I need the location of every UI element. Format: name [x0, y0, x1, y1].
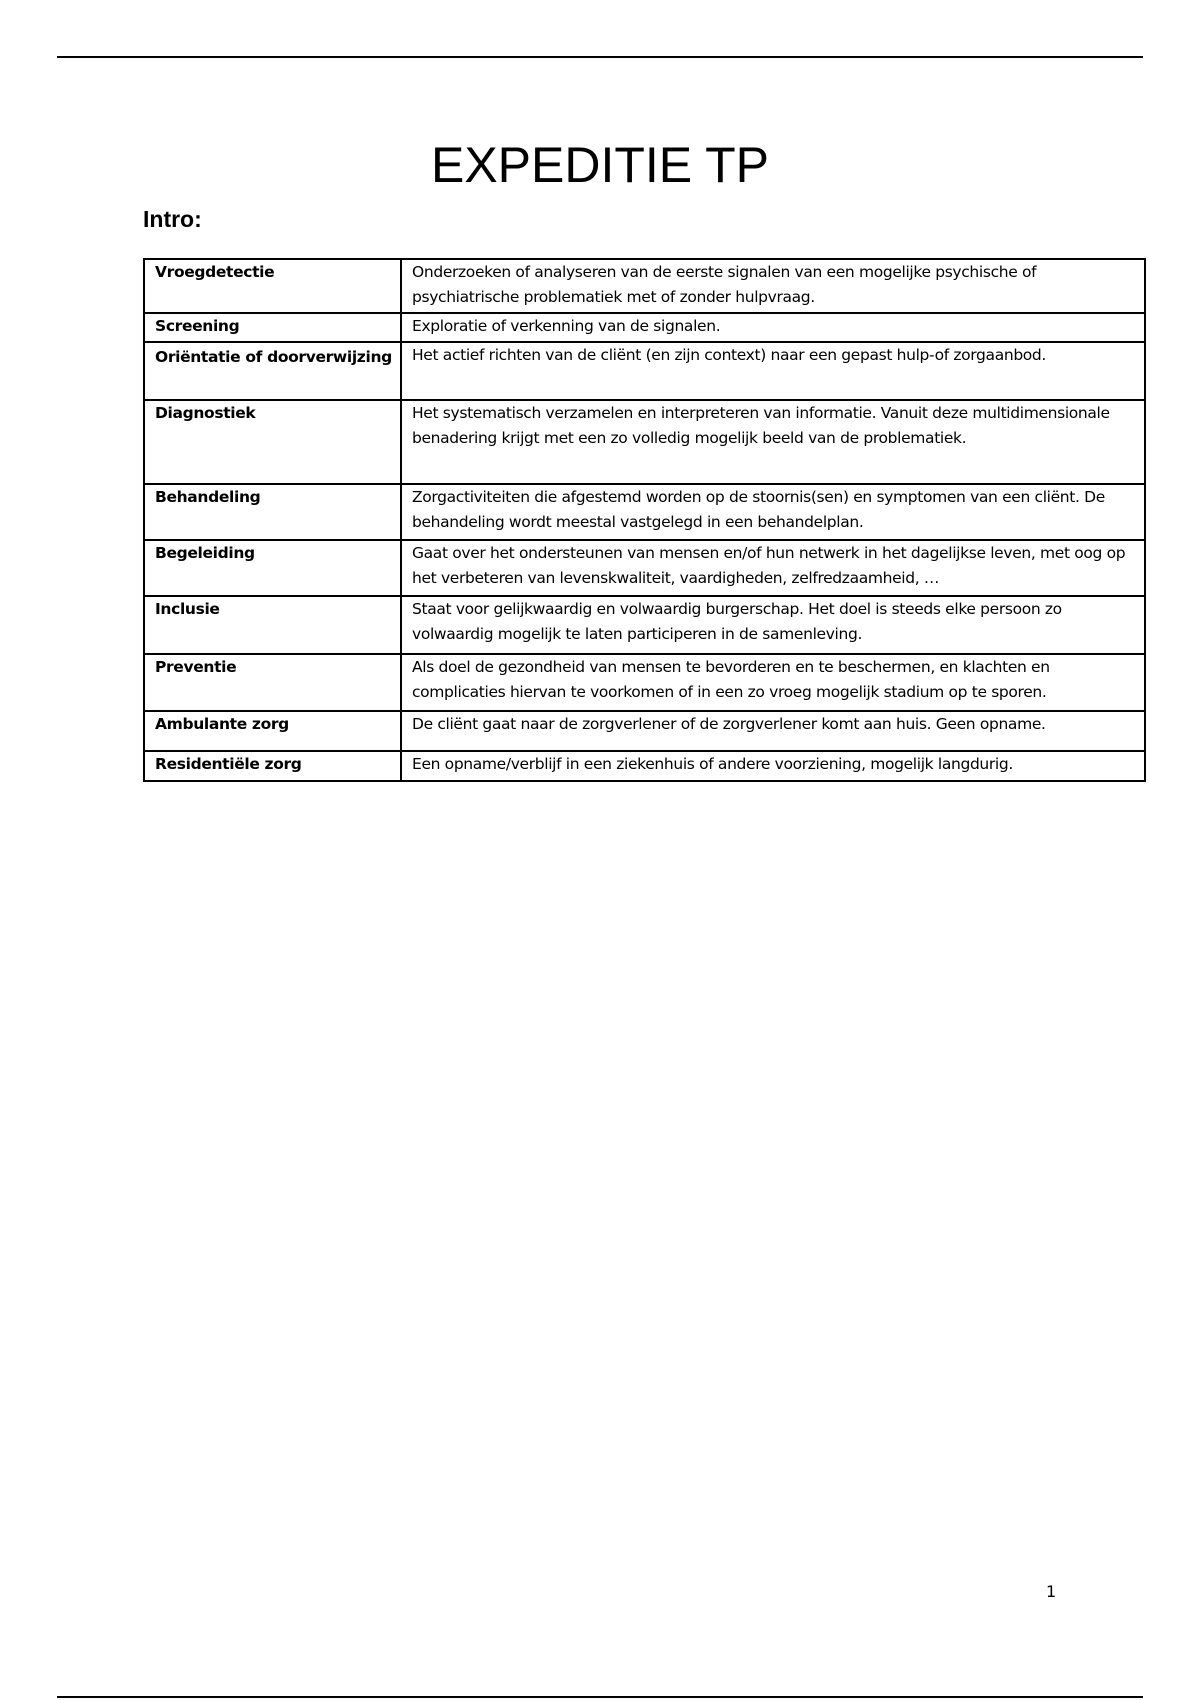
- term-cell: Preventie: [144, 654, 401, 711]
- table-row: [144, 259, 1145, 313]
- table-row: [144, 400, 1145, 484]
- definition-cell: Het systematisch verzamelen en interpreteren van informatie. Vanuit deze multidimensionale benadering krijgt met een zo volledig mogelijk beeld van de problematiek.: [401, 400, 1145, 484]
- term-cell: Begeleiding: [144, 540, 401, 596]
- definition-cell: Het actief richten van de cliënt (en zijn context) naar een gepast hulp-of zorgaanbod.: [401, 342, 1145, 400]
- definition-cell: Een opname/verblijf in een ziekenhuis of andere voorziening, mogelijk langdurig.: [401, 751, 1145, 781]
- table-row: [144, 596, 1145, 654]
- term-cell: Vroegdetectie: [144, 259, 401, 313]
- definition-cell: De cliënt gaat naar de zorgverlener of de zorgverlener komt aan huis. Geen opname.: [401, 711, 1145, 751]
- page-number: 1: [1046, 1582, 1057, 1601]
- definition-cell: Onderzoeken of analyseren van de eerste signalen van een mogelijke psychische of psychiatrische problematiek met of zonder hulpvraag.: [401, 259, 1145, 313]
- term-cell: Diagnostiek: [144, 400, 401, 484]
- term-cell: Oriëntatie of doorverwijzing: [144, 342, 401, 400]
- table-row: [144, 654, 1145, 711]
- header-rule: [57, 56, 1143, 58]
- table-row: [144, 540, 1145, 596]
- definition-cell: Exploratie of verkenning van de signalen.: [401, 313, 1145, 342]
- table-row: [144, 313, 1145, 342]
- term-cell: Screening: [144, 313, 401, 342]
- table-row: [144, 711, 1145, 751]
- term-cell: Residentiële zorg: [144, 751, 401, 781]
- term-cell: Behandeling: [144, 484, 401, 540]
- footer-rule: [57, 1696, 1143, 1698]
- table-row: [144, 342, 1145, 400]
- table-row: [144, 484, 1145, 540]
- definitions-table: [143, 258, 1146, 782]
- definition-cell: Zorgactiviteiten die afgestemd worden op de stoornis(sen) en symptomen van een cliënt. De behandeling wordt meestal vastgelegd in een behandelplan.: [401, 484, 1145, 540]
- definition-cell: Gaat over het ondersteunen van mensen en/of hun netwerk in het dagelijkse leven, met oog op het verbeteren van levenskwaliteit, vaardigheden, zelfredzaamheid, …: [401, 540, 1145, 596]
- table-row: [144, 751, 1145, 781]
- page-title: EXPEDITIE TP: [430, 137, 770, 193]
- definition-cell: Staat voor gelijkwaardig en volwaardig burgerschap. Het doel is steeds elke persoon zo volwaardig mogelijk te laten participeren in de samenleving.: [401, 596, 1145, 654]
- term-cell: Inclusie: [144, 596, 401, 654]
- definition-cell: Als doel de gezondheid van mensen te bevorderen en te beschermen, en klachten en complicaties hiervan te voorkomen of in een zo vroeg mogelijk stadium op te sporen.: [401, 654, 1145, 711]
- term-cell: Ambulante zorg: [144, 711, 401, 751]
- section-heading: Intro:: [143, 206, 202, 232]
